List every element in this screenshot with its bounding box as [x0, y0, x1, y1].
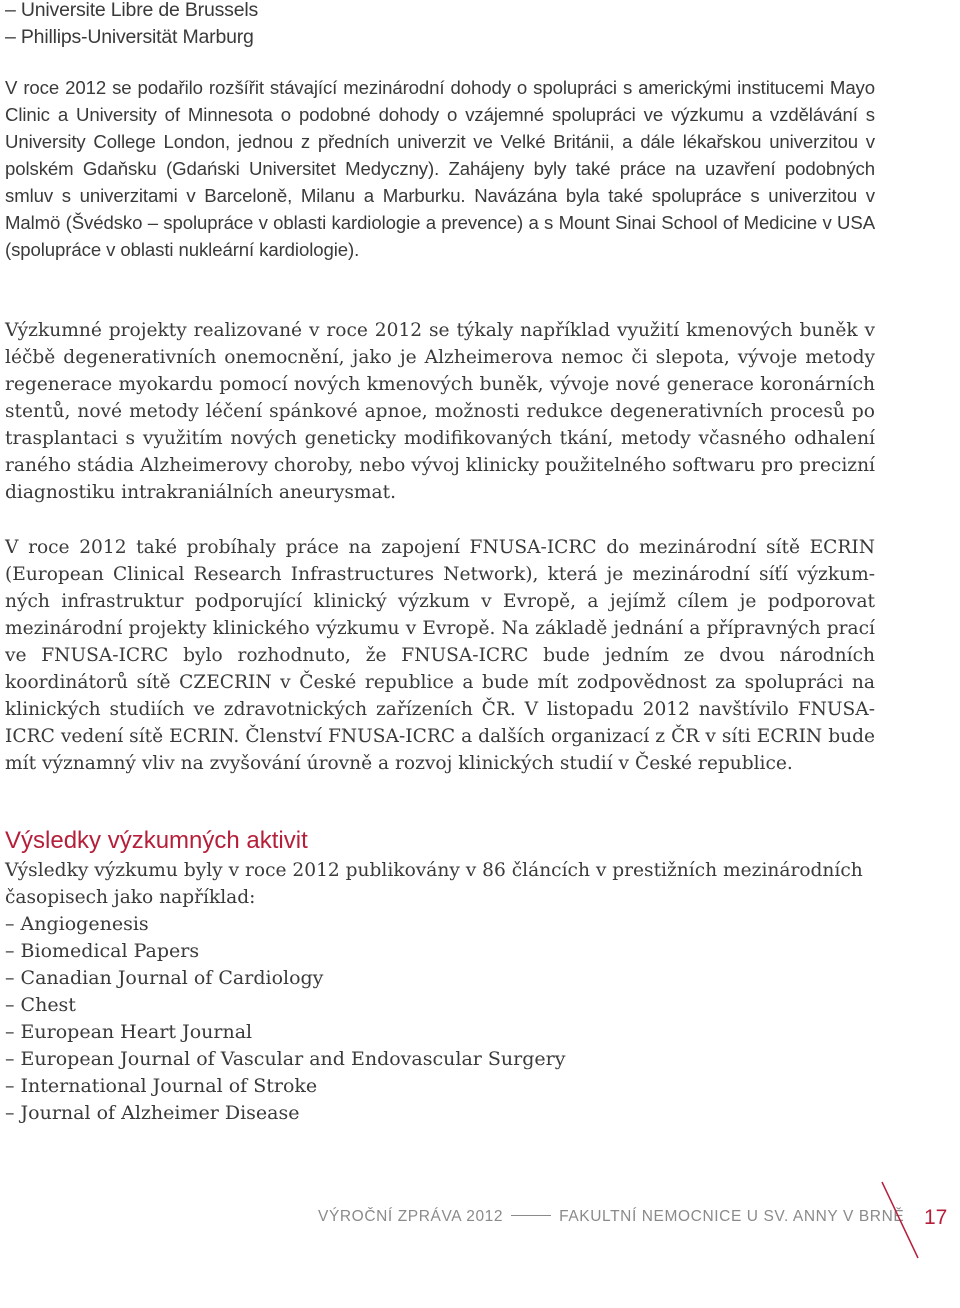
paragraph-ecrin: V roce 2012 také probíhaly práce na zapojení FNUSA-ICRC do mezinárodní sítě ECRIN (European Clinical Research Infrastructures Network), která je mezinárodní síťí výzkumných infrastruktur podporující klinický výzkum v Evropě, a jejímž cílem je podporovat mezinárodní projekty klinického výzkumu v Evropě. Na základě jednání a přípravných prací ve FNUSA-ICRC bylo rozhodnuto, že FNUSA-ICRC bude jedním ze dvou národních koordinátorů sítě CZECRIN v České republice a bude mít zodpovědnost za spolupráci na klinických studiích ve zdravotnických zařízeních ČR. V listopadu 2012 navštívilo FNUSA-ICRC vedení sítě ECRIN. Členství FNUSA-ICRC a dalších organizací z ČR v síti ECRIN bude mít významný vliv na zvyšování úrovně a rozvoj klinických studií v České republice. [5, 537, 875, 774]
list-item: – Chest [5, 994, 76, 1016]
list-item: – Angiogenesis [5, 913, 149, 935]
footer-divider [511, 1215, 551, 1216]
list-item: – Journal of Alzheimer Disease [5, 1102, 300, 1124]
footer-slash-decoration [880, 1180, 920, 1260]
page-number: 17 [924, 1206, 948, 1229]
list-item: – European Heart Journal [5, 1021, 253, 1043]
list-item: – European Journal of Vascular and Endovascular Surgery [5, 1048, 566, 1070]
section-heading: Výsledky výzkumných aktivit [5, 827, 308, 854]
list-item: – Universite Libre de Brussels [5, 0, 259, 21]
list-item: – International Journal of Stroke [5, 1075, 318, 1097]
university-list [5, 0, 258, 51]
footer-hospital-name: FAKULTNÍ NEMOCNICE U SV. ANNY V BRNĚ [559, 1208, 905, 1225]
paragraph-international-cooperation: V roce 2012 se podařilo rozšířit stávající mezinárodní dohody o spolupráci s americkými institucemi Mayo Clinic a University of Minnesota o podobné dohody o vzájemné spolupráci ve výzkumu a vzdělávání s University College London, jednou z předních univerzit ve Velké Británii, a dále lékařskou univerzitou v polském Gdaňsku (Gdański Universitet Medyczny). Zahájeny byly také práce na uzavření podobných smluv s univerzitami v Barceloně, Milanu a Marburku. Navázána byla také spolupráce s univerzitou v Malmö (Švédsko – spolupráce v oblasti kardiologie a prevence) a s Mount Sinai School of Medicine v USA (spolupráce v oblasti nukleární kardiologie). [5, 77, 875, 260]
list-item: – Phillips-Universität Marburg [5, 26, 254, 48]
page-footer [318, 1208, 905, 1226]
list-item: – Biomedical Papers [5, 940, 200, 962]
list-item: – Canadian Journal of Cardiology [5, 967, 324, 989]
footer-report-title: VÝROČNÍ ZPRÁVA 2012 [318, 1208, 504, 1225]
paragraph-publications-intro: Výsledky výzkumu byly v roce 2012 publikovány v 86 článcích v prestižních mezinárodních časopisech jako například: [5, 860, 863, 908]
paragraph-research-projects: Výzkumné projekty realizované v roce 2012 se týkaly například využití kmenových buněk v léčbě degenerativních onemocnění, jako je Alzheimerova nemoc či slepota, vývoje metody regenerace myokardu pomocí nových kmenových buněk, vývoje nové generace koronárních stentů, nové metody léčení spánkové apnoe, možnosti redukce degenerativních procesů po trasplantaci s využitím nových geneticky modifikovaných tkání, metody včasného odhalení raného stádia Alzheimerovy choroby, nebo vývoj klinicky použitelného softwaru pro precizní diagnostiku intrakraniálních aneurysmat. [5, 320, 875, 503]
journal-list [5, 911, 565, 1127]
